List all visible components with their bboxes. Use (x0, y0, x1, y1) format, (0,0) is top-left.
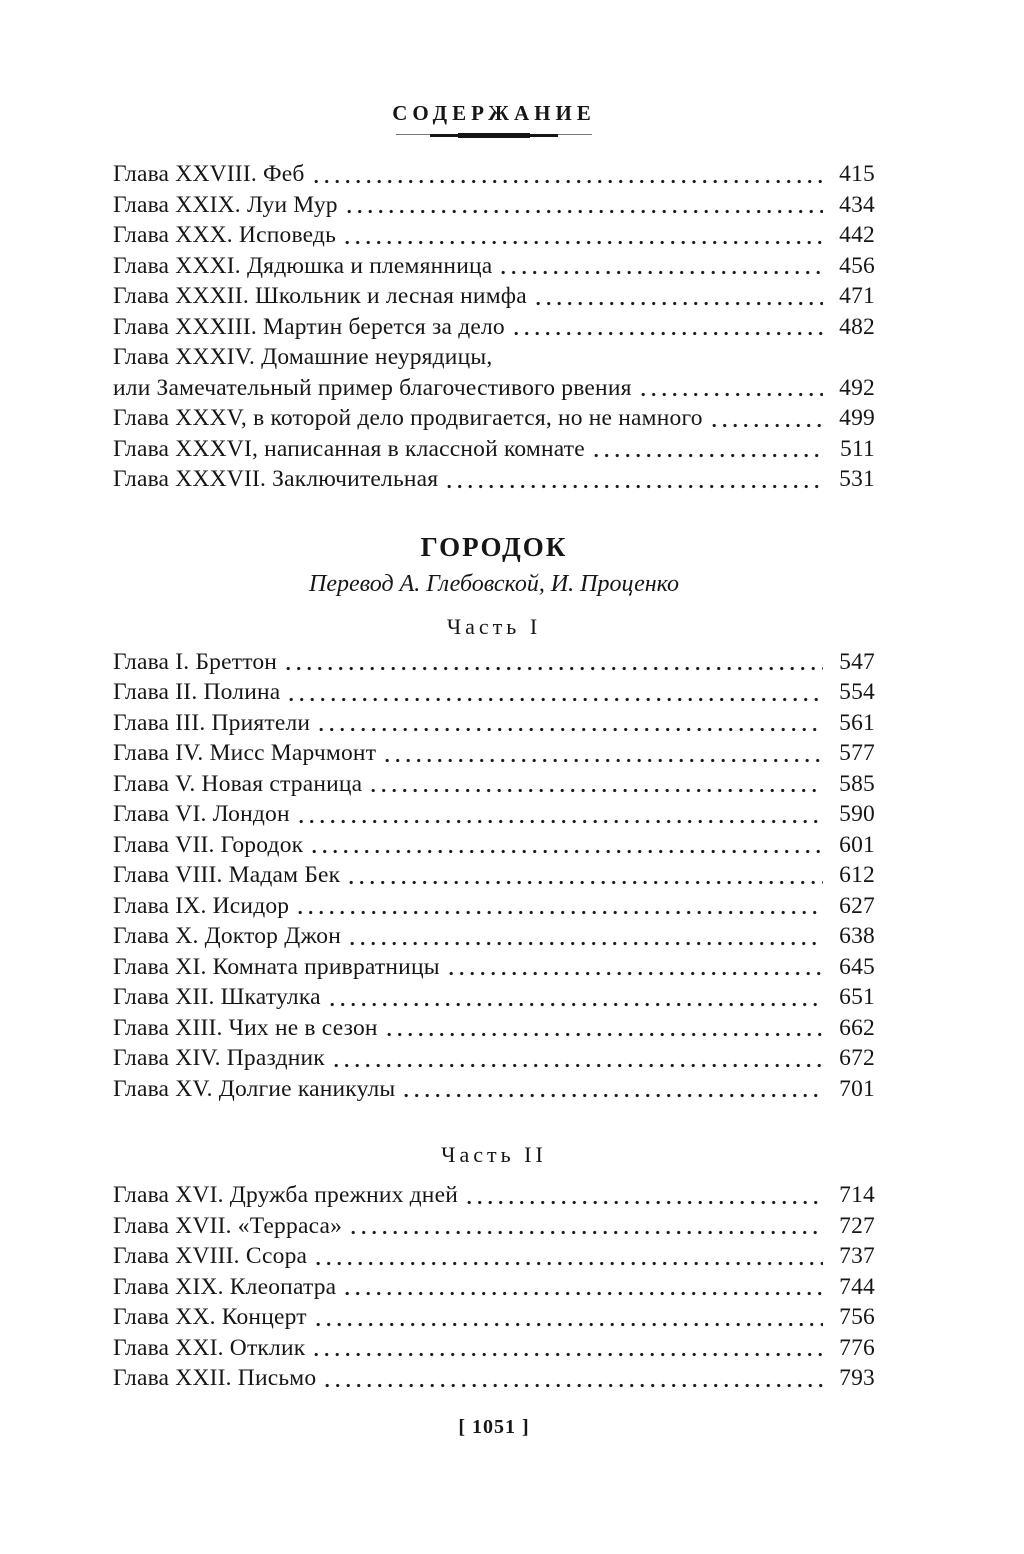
toc-entry (113, 982, 875, 1013)
toc-entry-page: 499 (839, 405, 875, 431)
toc-entry-page: 482 (839, 313, 875, 340)
toc-entry (113, 647, 875, 678)
dot-leader (312, 849, 823, 854)
dot-leader (325, 1383, 823, 1388)
dot-leader (594, 453, 823, 458)
toc-entry-label: Глава XXXIV. Домашние неурядицы, (113, 344, 493, 370)
toc-entry-page: 456 (839, 252, 875, 279)
dot-leader (347, 209, 823, 214)
dot-leader (345, 240, 823, 245)
toc-entry-label: Глава XXII. Письмо (113, 1365, 317, 1391)
toc-entry-label: Глава XIV. Праздник (113, 1045, 325, 1071)
dot-leader (447, 484, 823, 489)
toc-entry (113, 891, 875, 922)
toc-entry-page: 662 (839, 1014, 875, 1041)
toc-entry (113, 1211, 875, 1242)
toc-entry (113, 1241, 875, 1272)
toc-entry-label: Глава XXXII. Школьник и лесная нимфа (113, 283, 527, 309)
toc-entry-page: 672 (839, 1045, 875, 1071)
toc-entry-page: 442 (839, 222, 875, 248)
toc-entry-page: 627 (839, 892, 875, 919)
divider-ornament (396, 132, 592, 138)
toc-entry (113, 1272, 875, 1303)
toc-entry (113, 769, 875, 800)
dot-leader (467, 1200, 823, 1205)
toc-entry (113, 952, 875, 983)
toc-entry (113, 799, 875, 830)
toc-entry-page: 590 (839, 801, 875, 827)
toc-entry (113, 1043, 875, 1074)
book-title: ГОРОДОК (420, 531, 568, 562)
toc-entry (113, 159, 875, 190)
toc-section-part-two (113, 1180, 875, 1394)
toc-entry-label: Глава XV. Долгие каникулы (113, 1075, 396, 1102)
toc-entry-page: 554 (839, 679, 875, 705)
toc-entry (113, 708, 875, 739)
dot-leader (330, 1002, 823, 1007)
toc-entry-page: 531 (839, 466, 875, 492)
dot-leader (319, 727, 823, 732)
dot-leader (349, 880, 823, 885)
toc-entry (113, 434, 875, 465)
dot-leader (299, 819, 823, 824)
toc-entry (113, 251, 875, 282)
toc-entry-label: Глава II. Полина (113, 679, 281, 705)
toc-entry-label: Глава XX. Концерт (113, 1304, 307, 1330)
dot-leader (514, 331, 823, 336)
part-one-heading: Часть I (446, 613, 542, 639)
toc-entry (113, 1363, 875, 1394)
toc-section-part-one (113, 647, 875, 1105)
dot-leader (345, 1291, 823, 1296)
toc-entry-label: Глава III. Приятели (113, 709, 311, 736)
toc-entry-page: 492 (839, 374, 875, 401)
toc-entry (113, 1180, 875, 1211)
toc-entry-page: 727 (839, 1212, 875, 1239)
toc-entry-label: Глава XIII. Чих не в сезон (113, 1014, 378, 1041)
toc-entry (113, 403, 875, 434)
toc-entry-page: 577 (839, 740, 875, 766)
toc-entry-page: 585 (839, 770, 875, 797)
contents-title: СОДЕРЖАНИЕ (392, 101, 596, 125)
toc-entry (113, 1074, 875, 1105)
toc-entry-label: Глава XIX. Клеопатра (113, 1273, 337, 1300)
toc-entry-page: 744 (839, 1273, 875, 1300)
toc-entry-page: 793 (839, 1365, 875, 1391)
toc-entry-label: Глава I. Бреттон (113, 648, 278, 675)
toc-entry-page: 756 (839, 1304, 875, 1330)
toc-entry-page: 547 (839, 648, 875, 675)
dot-leader (286, 666, 823, 671)
toc-entry-label: Глава XXXVI, написанная в классной комнате (113, 435, 585, 462)
toc-entry-page: 645 (839, 953, 875, 980)
toc-entry-page: 415 (839, 161, 875, 187)
dot-leader (641, 392, 823, 397)
dot-leader (350, 941, 823, 946)
toc-entry-label: Глава X. Доктор Джон (113, 923, 342, 949)
toc-entry-label: Глава IX. Исидор (113, 892, 290, 919)
dot-leader (351, 1230, 823, 1235)
toc-entry-page: 701 (839, 1075, 875, 1102)
toc-entry-page: 737 (839, 1243, 875, 1269)
toc-entry-page: 471 (839, 283, 875, 309)
toc-entry-page: 612 (839, 862, 875, 888)
toc-entry-label: Глава VI. Лондон (113, 801, 290, 827)
dot-leader (712, 423, 823, 428)
toc-entry-label: или Замечательный пример благочестивого рвения (113, 374, 632, 401)
toc-entry (113, 738, 875, 769)
toc-entry (113, 373, 875, 404)
toc-entry-label: Глава IV. Мисс Марчмонт (113, 740, 377, 766)
toc-entry (113, 860, 875, 891)
dot-leader (501, 270, 823, 275)
toc-entry (113, 830, 875, 861)
dot-leader (404, 1093, 823, 1098)
toc-entry (113, 220, 875, 251)
toc-entry (113, 1013, 875, 1044)
dot-leader (316, 1261, 823, 1266)
toc-entry-label: Глава XXVIII. Феб (113, 161, 305, 187)
toc-entry-label: Глава XVIII. Ссора (113, 1243, 308, 1269)
toc-entry-label: Глава XII. Шкатулка (113, 984, 321, 1010)
toc-entry-label: Глава XXIX. Луи Мур (113, 191, 338, 218)
folio-page-number: [ 1051 ] (458, 1415, 530, 1438)
toc-entry-label: Глава XXI. Отклик (113, 1334, 306, 1361)
toc-entry-label: Глава VIII. Мадам Бек (113, 862, 341, 888)
dot-leader (371, 788, 823, 793)
toc-entry-label: Глава V. Новая страница (113, 770, 363, 797)
toc-entry-label: Глава XXXI. Дядюшка и племянница (113, 252, 493, 279)
dot-leader (316, 1322, 823, 1327)
dot-leader (298, 910, 823, 915)
toc-entry-label: Глава XXXVII. Заключительная (113, 466, 439, 492)
toc-entry-label: Глава XVI. Дружба прежних дней (113, 1182, 458, 1208)
toc-entry (113, 281, 875, 312)
toc-entry (113, 1333, 875, 1364)
dot-leader (314, 179, 823, 184)
toc-entry-page: 776 (839, 1334, 875, 1361)
toc-entry (113, 464, 875, 495)
dot-leader (334, 1063, 823, 1068)
toc-section-previous-book (113, 159, 875, 495)
dot-leader (387, 1032, 823, 1037)
toc-entry (113, 921, 875, 952)
toc-entry-label: Глава XI. Комната привратницы (113, 953, 440, 980)
toc-entry (113, 1302, 875, 1333)
dot-leader (536, 301, 823, 306)
toc-entry-page: 511 (840, 435, 875, 462)
toc-entry-label: Глава XXXV, в которой дело продвигается, но не намного (113, 405, 703, 431)
toc-entry-label: Глава VII. Городок (113, 831, 304, 858)
dot-leader (449, 971, 823, 976)
toc-entry (113, 312, 875, 343)
toc-entry-label: Глава XVII. «Терраса» (113, 1212, 343, 1239)
dot-leader (385, 758, 823, 763)
toc-entry-page: 434 (839, 191, 875, 218)
translator-credit: Перевод А. Глебовской, И. Проценко (309, 570, 679, 597)
toc-entry-page: 601 (839, 831, 875, 858)
part-two-heading: Часть II (441, 1142, 547, 1167)
toc-entry (113, 342, 875, 373)
toc-entry-label: Глава XXX. Исповедь (113, 222, 337, 248)
toc-entry-label: Глава XXXIII. Мартин берется за дело (113, 313, 505, 340)
toc-entry-page: 651 (839, 984, 875, 1010)
dot-leader (314, 1352, 823, 1357)
toc-entry-page: 561 (839, 709, 875, 736)
toc-entry-page: 638 (839, 923, 875, 949)
toc-entry-page: 714 (839, 1182, 875, 1208)
toc-entry (113, 190, 875, 221)
toc-entry (113, 677, 875, 708)
dot-leader (289, 697, 823, 702)
dot-leader (501, 362, 823, 367)
